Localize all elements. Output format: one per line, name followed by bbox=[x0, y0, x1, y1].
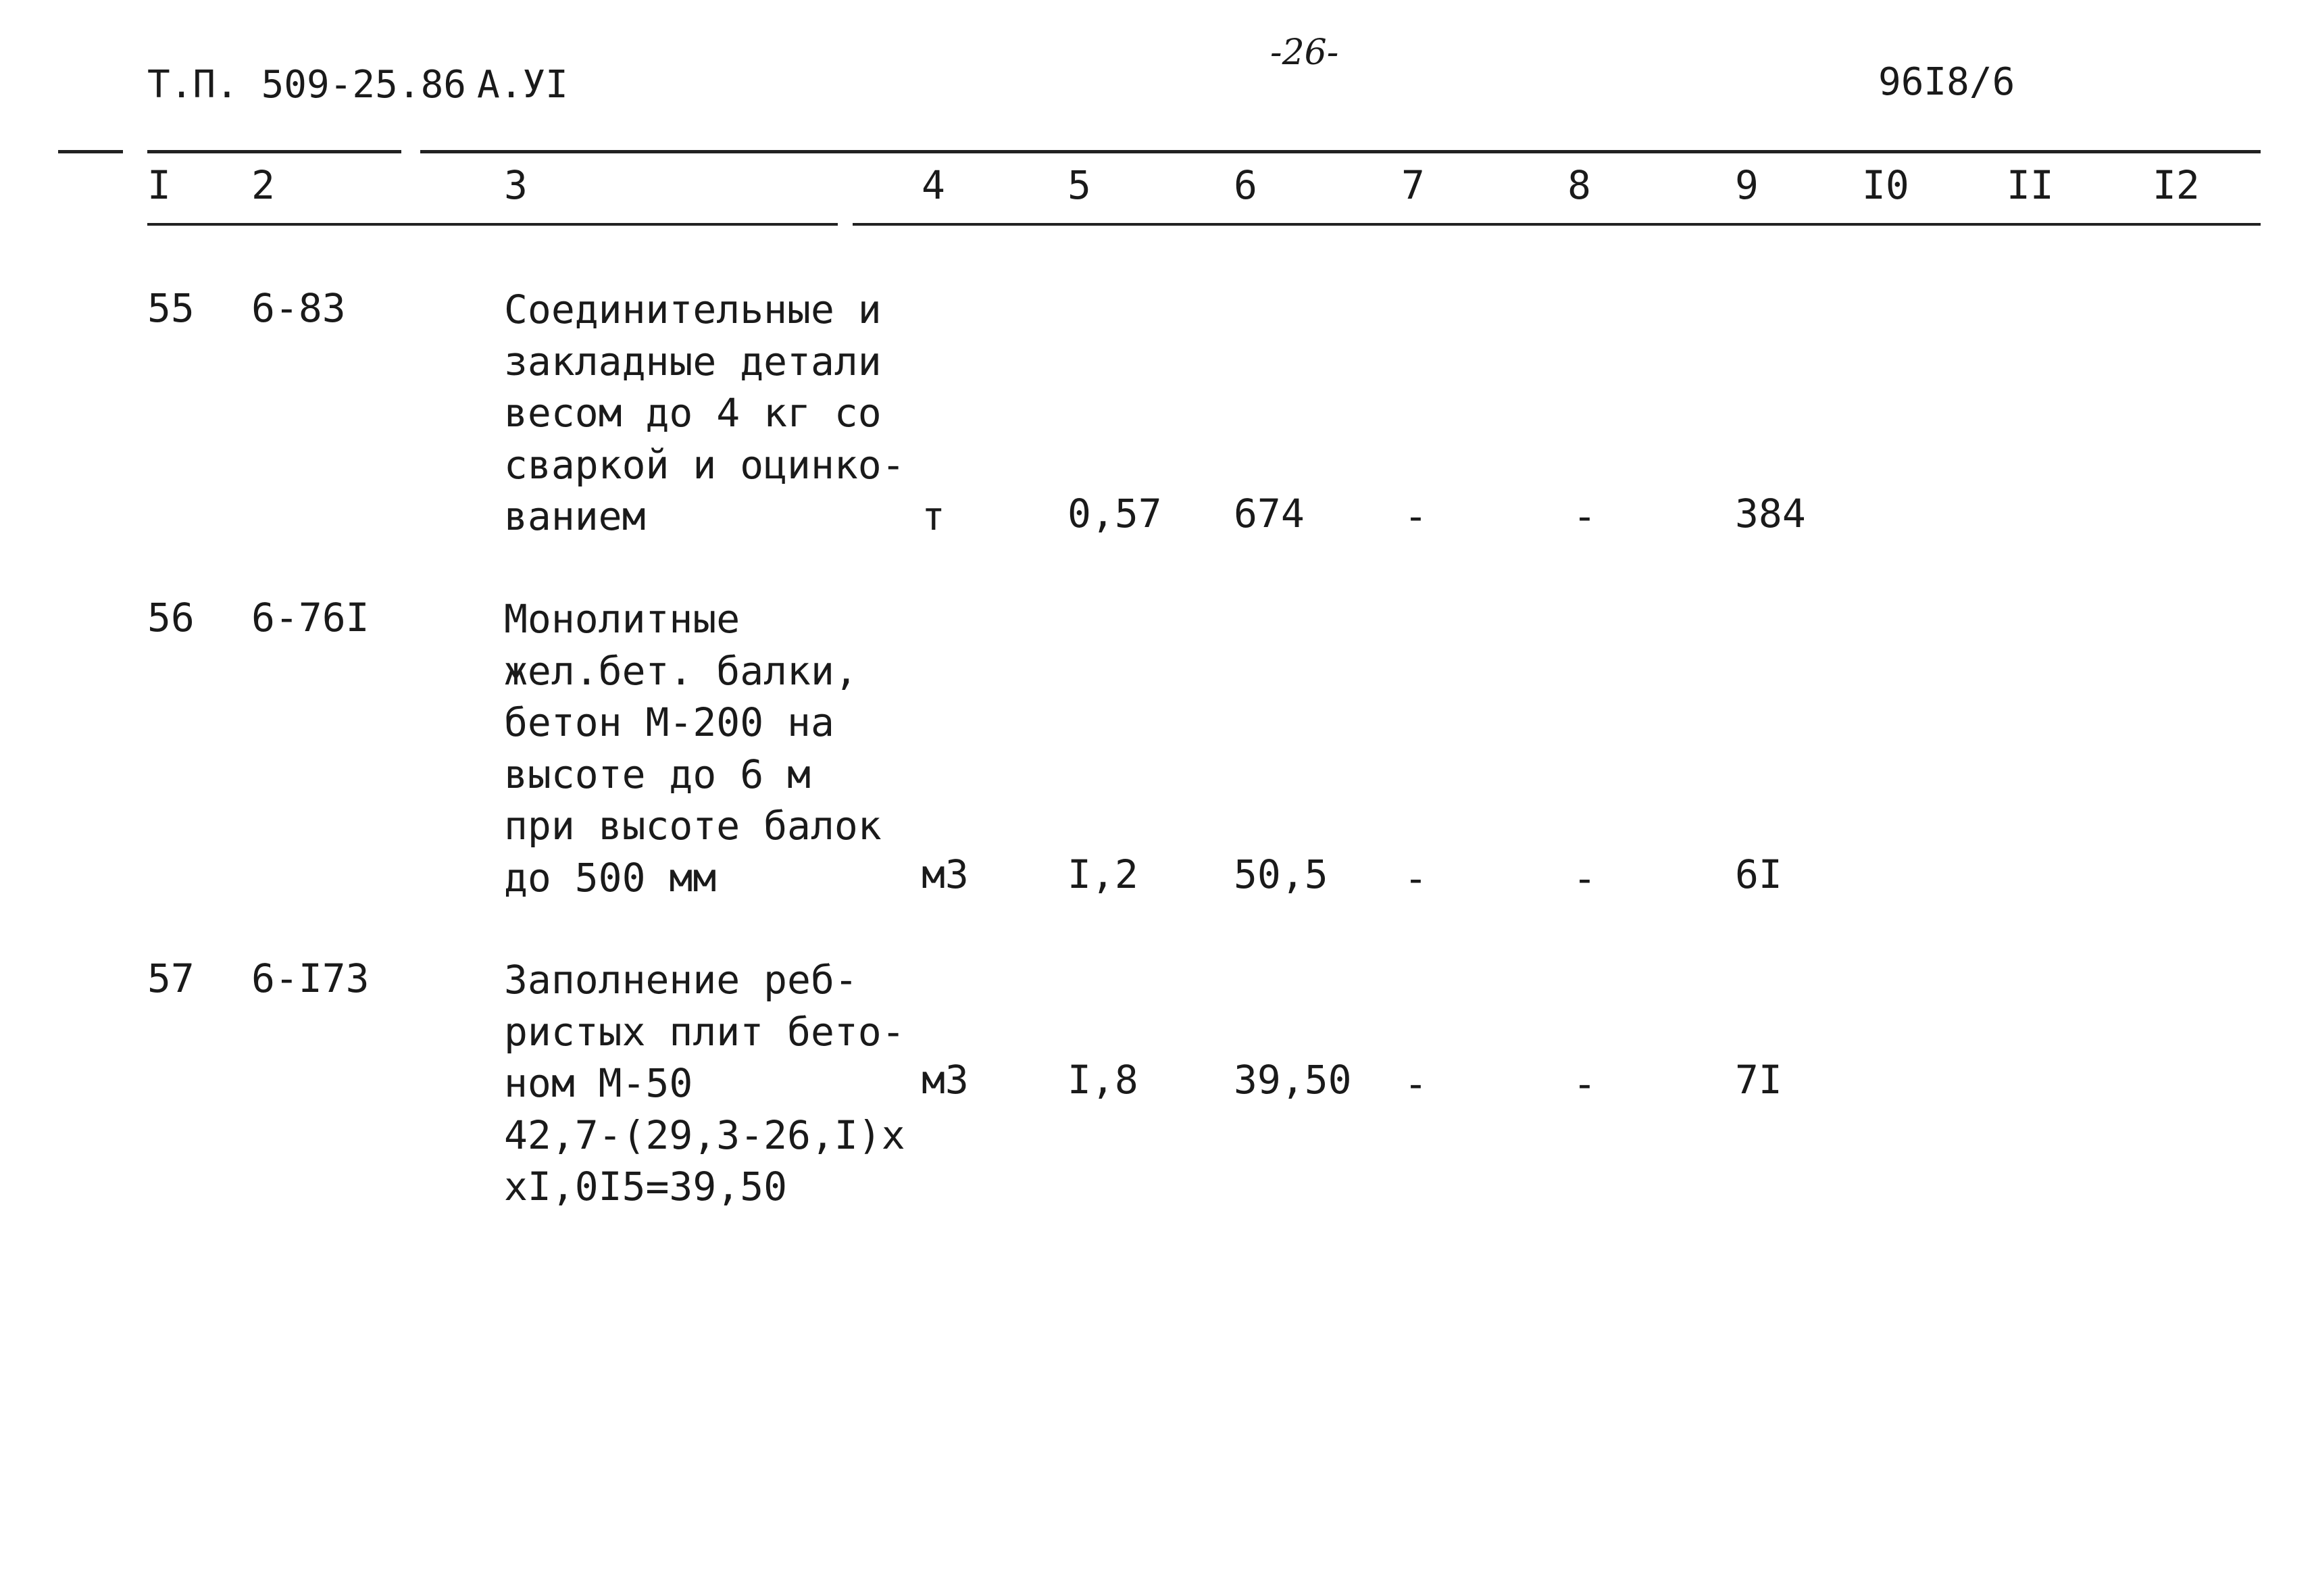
unit: м3 bbox=[922, 1057, 969, 1103]
rate-code: 6-I73 bbox=[251, 955, 370, 1001]
column-header-11: II bbox=[2007, 162, 2054, 208]
unit-price: 39,50 bbox=[1234, 1057, 1352, 1103]
quantity: I,2 bbox=[1067, 851, 1138, 897]
album-number: А.УI bbox=[477, 63, 568, 107]
column-header-2: 2 bbox=[251, 162, 275, 208]
rate-code: 6-76I bbox=[251, 595, 370, 641]
row-number: 57 bbox=[147, 955, 195, 1001]
total-value: 6I bbox=[1735, 851, 1782, 897]
header-bottom-rule-left bbox=[147, 223, 838, 226]
column-header-10: I0 bbox=[1862, 162, 1909, 208]
column-header-9: 9 bbox=[1735, 162, 1759, 208]
unit-price: 50,5 bbox=[1234, 851, 1328, 897]
column-header-3: 3 bbox=[504, 162, 528, 208]
margin-dash bbox=[58, 150, 123, 153]
header-top-rule-right bbox=[420, 150, 2261, 153]
row-number: 55 bbox=[147, 285, 195, 331]
unit: м3 bbox=[922, 851, 969, 897]
total-value: 384 bbox=[1735, 491, 1806, 537]
column-header-7: 7 bbox=[1401, 162, 1425, 208]
column-header-8: 8 bbox=[1567, 162, 1591, 208]
col8-value: - bbox=[1573, 1061, 1596, 1107]
column-header-12: I2 bbox=[2153, 162, 2200, 208]
column-header-1: I bbox=[147, 162, 171, 208]
sheet-code: 96I8/6 bbox=[1878, 60, 2015, 104]
column-header-4: 4 bbox=[922, 162, 945, 208]
unit-price: 674 bbox=[1234, 491, 1305, 537]
col7-value: - bbox=[1404, 493, 1428, 539]
page-number: -26- bbox=[1270, 32, 1339, 73]
header-top-rule-left bbox=[147, 150, 401, 153]
col8-value: - bbox=[1573, 493, 1596, 539]
document-code: Т.П. 509-25.86 bbox=[147, 63, 467, 107]
rate-code: 6-83 bbox=[251, 285, 346, 331]
total-value: 7I bbox=[1735, 1057, 1782, 1103]
header-bottom-rule-right bbox=[853, 223, 2261, 226]
col7-value: - bbox=[1404, 855, 1428, 901]
work-description: Монолитные жел.бет. балки, бетон М-200 на высоте до 6 м при высоте балок до 500 мм bbox=[504, 596, 882, 901]
quantity: 0,57 bbox=[1067, 491, 1162, 537]
work-description: Соединительные и закладные детали весом до 4 кг со сваркой и оцинко- ванием bbox=[504, 286, 905, 539]
quantity: I,8 bbox=[1067, 1057, 1138, 1103]
column-header-6: 6 bbox=[1234, 162, 1257, 208]
unit: т bbox=[922, 493, 945, 539]
column-header-5: 5 bbox=[1067, 162, 1091, 208]
col7-value: - bbox=[1404, 1061, 1428, 1107]
work-description: Заполнение реб- ристых плит бето- ном М-50 42,7-(29,3-26,I)х хI,0I5=39,50 bbox=[504, 957, 905, 1210]
col8-value: - bbox=[1573, 855, 1596, 901]
row-number: 56 bbox=[147, 595, 195, 641]
